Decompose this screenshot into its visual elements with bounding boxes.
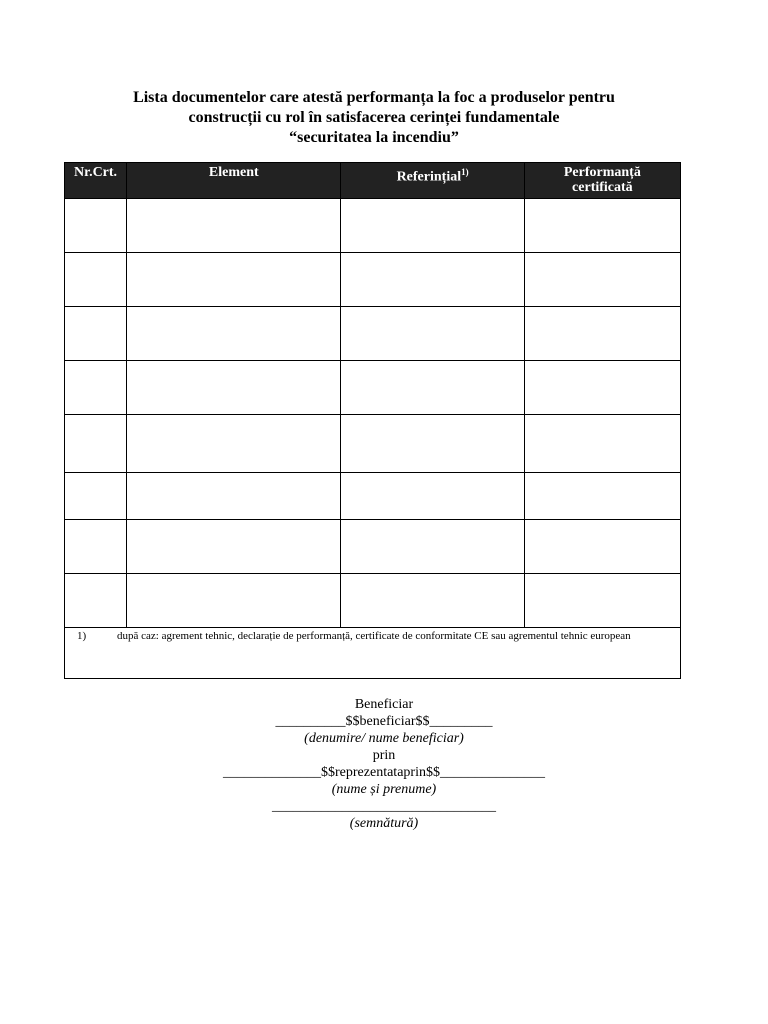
cell-nr[interactable] [65, 473, 127, 520]
header-referential [341, 163, 524, 199]
document-title [60, 88, 688, 148]
cell-referential[interactable] [341, 415, 524, 473]
signature-line[interactable]: ________________________________ [272, 799, 496, 814]
footnote-number: 1) [77, 630, 87, 642]
table-row [65, 473, 681, 520]
cell-nr[interactable] [65, 199, 127, 253]
cell-element[interactable] [127, 415, 341, 473]
beneficiar-line-right: _________ [429, 714, 493, 729]
signature-block [64, 696, 704, 832]
beneficiar-hint: (denumire/ nume beneficiar) [304, 731, 464, 746]
cell-referential[interactable] [341, 473, 524, 520]
footnote-text: după caz: agrement tehnic, declarație de performanță, certificate de conformitate CE sau agrementul tehnic european [117, 630, 631, 642]
table-row [65, 415, 681, 473]
table-row [65, 307, 681, 361]
reprezentant-line-left: ______________ [223, 765, 322, 780]
cell-performance[interactable] [524, 199, 680, 253]
beneficiar-field[interactable] [64, 713, 704, 730]
reprezentant-hint: (nume și prenume) [331, 782, 437, 797]
cell-nr[interactable] [65, 520, 127, 574]
cell-performance[interactable] [524, 307, 680, 361]
reprezentant-field[interactable] [64, 764, 704, 781]
table-row [65, 574, 681, 628]
header-performance-line-2: certificată [572, 180, 633, 195]
header-referential-label: Referințial [396, 169, 462, 185]
beneficiar-placeholder: $$beneficiar$$ [345, 714, 430, 729]
documents-table [64, 162, 681, 679]
beneficiar-line-left: __________ [275, 714, 346, 729]
cell-element[interactable] [127, 361, 341, 415]
cell-element[interactable] [127, 307, 341, 361]
table-header-row [65, 163, 681, 199]
cell-performance[interactable] [524, 574, 680, 628]
table-row [65, 199, 681, 253]
cell-nr[interactable] [65, 415, 127, 473]
signature-hint: (semnătură) [349, 816, 419, 831]
title-line-1: Lista documentelor care atestă performanța la foc a produselor pentru [133, 89, 615, 106]
cell-referential[interactable] [341, 253, 524, 307]
header-nr-crt: Nr.Crt. [65, 163, 127, 199]
reprezentant-line-right: _______________ [439, 765, 545, 780]
cell-referential[interactable] [341, 307, 524, 361]
title-line-3: “securitatea la incendiu” [289, 129, 459, 146]
cell-performance[interactable] [524, 415, 680, 473]
beneficiar-label: Beneficiar [354, 697, 414, 712]
header-referential-footnote-mark: 1) [461, 167, 469, 177]
cell-nr[interactable] [65, 361, 127, 415]
table-row [65, 520, 681, 574]
cell-nr[interactable] [65, 307, 127, 361]
cell-referential[interactable] [341, 361, 524, 415]
header-element: Element [127, 163, 341, 199]
cell-nr[interactable] [65, 253, 127, 307]
cell-referential[interactable] [341, 520, 524, 574]
header-performance-line-1: Performanță [563, 165, 641, 180]
cell-element[interactable] [127, 253, 341, 307]
header-performance [524, 163, 680, 199]
cell-element[interactable] [127, 574, 341, 628]
cell-performance[interactable] [524, 473, 680, 520]
cell-element[interactable] [127, 199, 341, 253]
prin-label: prin [372, 748, 396, 763]
title-line-2: construcții cu rol în satisfacerea cerinței fundamentale [188, 109, 560, 126]
cell-nr[interactable] [65, 574, 127, 628]
reprezentant-placeholder: $$reprezentataprin$$ [321, 765, 440, 780]
cell-performance[interactable] [524, 361, 680, 415]
table-footnote [65, 628, 681, 679]
table-row [65, 361, 681, 415]
cell-performance[interactable] [524, 520, 680, 574]
cell-referential[interactable] [341, 199, 524, 253]
cell-referential[interactable] [341, 574, 524, 628]
cell-element[interactable] [127, 520, 341, 574]
cell-element[interactable] [127, 473, 341, 520]
footnote-row [65, 628, 681, 679]
table-row [65, 253, 681, 307]
cell-performance[interactable] [524, 253, 680, 307]
